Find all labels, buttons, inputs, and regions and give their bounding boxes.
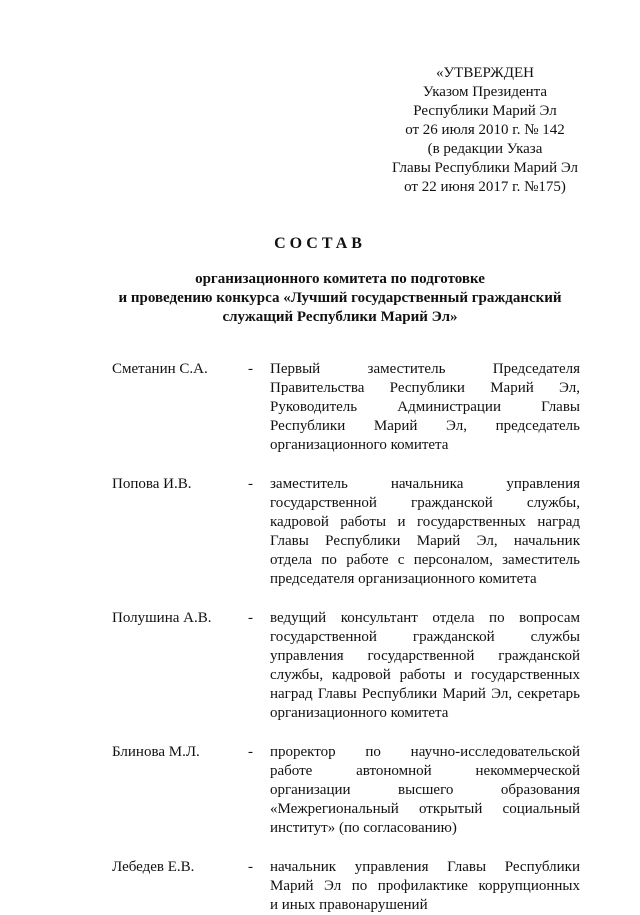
role-line: и иных правонарушений — [270, 897, 428, 913]
member-role — [270, 743, 580, 838]
role-line: организационного комитета — [270, 437, 449, 453]
member-name: Лебедев Е.В. — [112, 859, 195, 875]
role-line: наград Главы Республики Марий Эл, секретарь — [270, 686, 580, 702]
member-dash: - — [248, 744, 253, 760]
members-list — [112, 360, 582, 915]
role-line: заместитель начальника управления — [270, 476, 580, 492]
member-entry — [112, 475, 582, 589]
member-name: Сметанин С.А. — [112, 361, 208, 377]
approval-line: от 22 июня 2017 г. №175) — [404, 179, 566, 195]
member-name: Полушина А.В. — [112, 610, 212, 626]
member-name: Попова И.В. — [112, 476, 192, 492]
role-line: организации высшего образования — [270, 782, 580, 798]
member-name: Блинова М.Л. — [112, 744, 200, 760]
member-dash: - — [248, 476, 253, 492]
document-subtitle — [100, 270, 580, 327]
role-line: Правительства Республики Марий Эл, — [270, 380, 580, 396]
approval-line: «УТВЕРЖДЕН — [436, 65, 534, 81]
approval-line: Республики Марий Эл — [413, 103, 557, 119]
member-dash: - — [248, 859, 253, 875]
role-line: «Межрегиональный открытый социальный — [270, 801, 580, 817]
role-line: Главы Республики Марий Эл, начальник — [270, 533, 580, 549]
role-line: службы, кадровой работы и государственных — [270, 667, 580, 683]
member-entry — [112, 609, 582, 723]
role-line: Первый заместитель Председателя — [270, 361, 580, 377]
approval-line: (в редакции Указа — [427, 141, 543, 157]
subtitle-line: служащий Республики Марий Эл» — [222, 309, 458, 325]
role-line: управления государственной гражданской — [270, 648, 580, 664]
role-line: институт» (по согласованию) — [270, 820, 457, 836]
member-entry — [112, 858, 582, 915]
member-role — [270, 360, 580, 455]
role-line: организационного комитета — [270, 705, 449, 721]
role-line: начальник управления Главы Республики — [270, 859, 580, 875]
role-line: государственной гражданской службы — [270, 629, 580, 645]
role-line: государственной гражданской службы, — [270, 495, 580, 511]
role-line: председателя организационного комитета — [270, 571, 537, 587]
document-title: СОСТАВ — [274, 235, 366, 252]
member-dash: - — [248, 610, 253, 626]
member-role — [270, 858, 580, 915]
role-line: отдела по работе с персоналом, заместитель — [270, 552, 580, 568]
subtitle-line: и проведению конкурса «Лучший государственный гражданский — [118, 290, 562, 306]
role-line: работе автономной некоммерческой — [270, 763, 580, 779]
member-entry — [112, 360, 582, 455]
role-line: Руководитель Администрации Главы — [270, 399, 580, 415]
approval-line: от 26 июля 2010 г. № 142 — [405, 122, 565, 138]
member-entry — [112, 743, 582, 838]
role-line: Марий Эл по профилактике коррупционных — [270, 878, 580, 894]
member-role — [270, 609, 580, 723]
member-role — [270, 475, 580, 589]
role-line: кадровой работы и государственных наград — [270, 514, 580, 530]
role-line: Республики Марий Эл, председатель — [270, 418, 580, 434]
approval-block — [380, 64, 590, 197]
role-line: ведущий консультант отдела по вопросам — [270, 610, 580, 626]
approval-line: Главы Республики Марий Эл — [391, 160, 579, 176]
subtitle-line: организационного комитета по подготовке — [195, 271, 485, 287]
member-dash: - — [248, 361, 253, 377]
approval-line: Указом Президента — [422, 84, 548, 100]
role-line: проректор по научно-исследовательской — [270, 744, 580, 760]
